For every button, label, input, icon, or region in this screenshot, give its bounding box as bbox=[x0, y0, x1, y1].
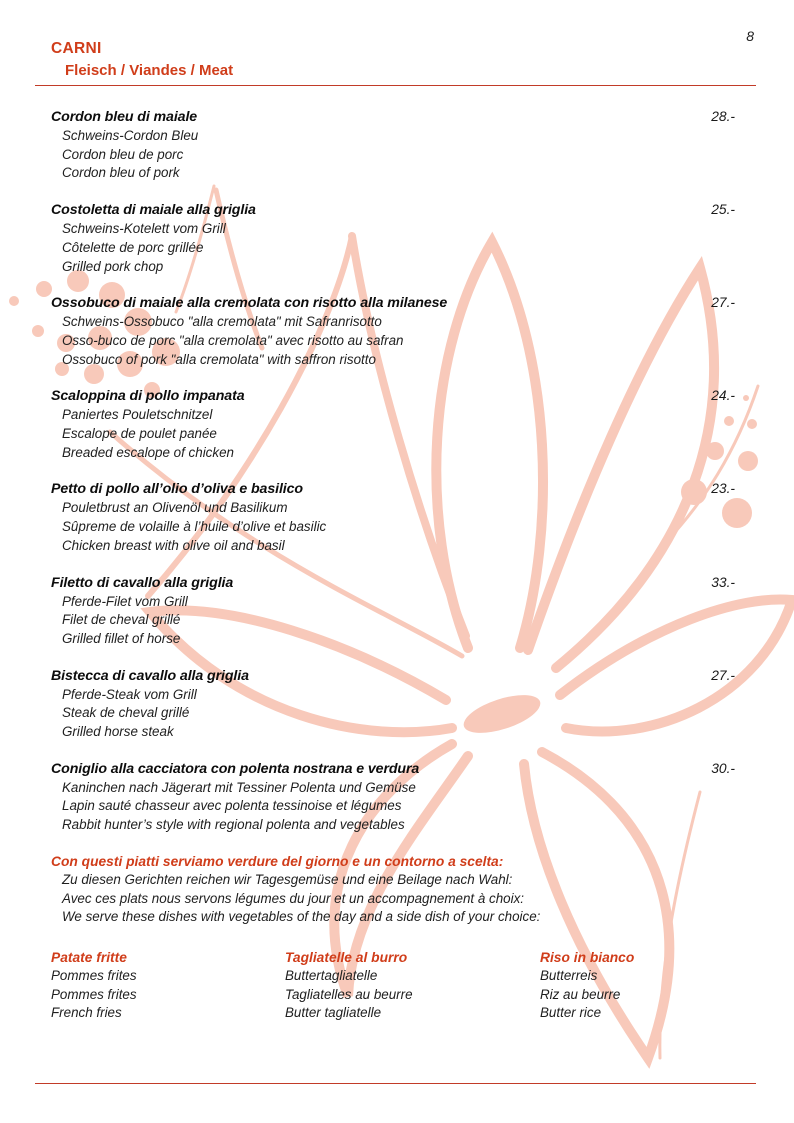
side-dish-title: Patate fritte bbox=[51, 949, 127, 965]
item-head bbox=[51, 107, 735, 127]
item-title: Bistecca di cavallo alla griglia bbox=[51, 667, 249, 684]
side-dish-fr: Riz au beurre bbox=[540, 986, 621, 1002]
item-head bbox=[51, 666, 735, 686]
item-title: Petto di pollo all’olio d’oliva e basilico bbox=[51, 481, 303, 498]
item-translation-en: Cordon bleu of pork bbox=[62, 165, 180, 181]
menu-item bbox=[51, 666, 735, 742]
item-head bbox=[51, 386, 735, 406]
menu-item bbox=[51, 107, 735, 183]
item-translation-en: Grilled pork chop bbox=[62, 258, 164, 274]
item-translation-fr: Escalope de poulet panée bbox=[62, 426, 217, 442]
item-title: Scaloppina di pollo impanata bbox=[51, 388, 245, 405]
item-price: 23.- bbox=[711, 481, 735, 497]
item-translation-de: Schweins-Ossobuco "alla cremolata" mit Safranrisotto bbox=[62, 314, 382, 330]
item-translation-de: Schweins-Cordon Bleu bbox=[62, 128, 199, 143]
item-price: 30.- bbox=[711, 760, 735, 776]
sides-note bbox=[51, 852, 735, 927]
item-head bbox=[51, 200, 735, 220]
menu-item bbox=[51, 759, 735, 835]
footer-rule bbox=[35, 1083, 756, 1084]
sides-note-title: Con questi piatti serviamo verdure del giorno e un contorno a scelta: bbox=[51, 853, 504, 869]
side-dish-de: Buttertagliatelle bbox=[285, 967, 378, 983]
item-head bbox=[51, 479, 735, 499]
item-price: 33.- bbox=[711, 574, 735, 590]
side-dish-en: Butter tagliatelle bbox=[285, 1005, 382, 1021]
menu-item bbox=[51, 573, 735, 649]
item-translation-en: Grilled fillet of horse bbox=[62, 630, 181, 646]
item-translation-fr: Filet de cheval grillé bbox=[62, 612, 181, 628]
side-dish-title: Riso in bianco bbox=[540, 949, 635, 965]
item-translation-de: Pferde-Filet vom Grill bbox=[62, 593, 188, 609]
item-title: Costoletta di maiale alla griglia bbox=[51, 202, 256, 219]
item-translation-de: Schweins-Kotelett vom Grill bbox=[62, 221, 226, 237]
item-price: 25.- bbox=[711, 202, 735, 218]
item-head bbox=[51, 759, 735, 779]
item-translation-de: Kaninchen nach Jägerart mit Tessiner Polenta und Gemüse bbox=[62, 779, 416, 795]
item-title: Cordon bleu di maiale bbox=[51, 109, 198, 125]
side-dishes bbox=[51, 948, 735, 1023]
menu-item bbox=[51, 200, 735, 276]
item-translation-fr: Osso-buco de porc "alla cremolata" avec risotto au safran bbox=[62, 332, 404, 348]
side-dish-fr: Pommes frites bbox=[51, 986, 137, 1002]
item-price: 27.- bbox=[711, 667, 735, 683]
item-head bbox=[51, 573, 735, 593]
item-translation-en: Rabbit hunter’s style with regional polenta and vegetables bbox=[62, 817, 405, 833]
item-translation-en: Breaded escalope of chicken bbox=[62, 444, 234, 460]
item-title: Filetto di cavallo alla griglia bbox=[51, 574, 234, 591]
side-dish-de: Pommes frites bbox=[51, 967, 137, 983]
item-translation-fr: Steak de cheval grillé bbox=[62, 705, 190, 721]
menu-item bbox=[51, 479, 735, 555]
side-dish-title: Tagliatelle al burro bbox=[285, 949, 408, 965]
item-translation-en: Grilled horse steak bbox=[62, 724, 174, 740]
item-translation-de: Pouletbrust an Olivenöl und Basilikum bbox=[62, 500, 288, 516]
item-translation-de: Pferde-Steak vom Grill bbox=[62, 686, 197, 702]
side-dish-column bbox=[540, 948, 735, 1023]
sides-note-en: We serve these dishes with vegetables of the day and a side dish of your choice: bbox=[62, 909, 541, 925]
item-price: 27.- bbox=[711, 295, 735, 311]
side-dish-en: Butter rice bbox=[540, 1005, 602, 1021]
item-title: Ossobuco di maiale alla cremolata con risotto alla milanese bbox=[51, 295, 448, 312]
side-dish-column bbox=[51, 948, 285, 1023]
item-title: Coniglio alla cacciatora con polenta nostrana e verdura bbox=[51, 760, 420, 777]
side-dish-fr: Tagliatelles au beurre bbox=[285, 986, 413, 1002]
item-price: 28.- bbox=[711, 109, 735, 124]
menu-item bbox=[51, 293, 735, 369]
item-translation-fr: Sûpreme de volaille à l’huile d’olive et basilic bbox=[62, 519, 327, 535]
item-translation-fr: Côtelette de porc grillée bbox=[62, 239, 204, 255]
item-translation-en: Chicken breast with olive oil and basil bbox=[62, 537, 285, 553]
sides-note-de: Zu diesen Gerichten reichen wir Tagesgemüse und eine Beilage nach Wahl: bbox=[62, 871, 513, 887]
side-dish-column bbox=[285, 948, 540, 1023]
section-title: CARNI bbox=[51, 40, 102, 57]
side-dish-en: French fries bbox=[51, 1005, 122, 1021]
item-translation-de: Paniertes Pouletschnitzel bbox=[62, 407, 213, 423]
item-head bbox=[51, 293, 735, 313]
sides-note-fr: Avec ces plats nous servons légumes du jour et un accompagnement à choix: bbox=[62, 890, 524, 906]
menu-items bbox=[51, 107, 735, 835]
page-number: 8 bbox=[746, 28, 754, 44]
item-translation-fr: Lapin sauté chasseur avec polenta tessinoise et légumes bbox=[62, 798, 402, 814]
item-translation-fr: Cordon bleu de porc bbox=[62, 146, 184, 162]
item-translation-en: Ossobuco of pork "alla cremolata" with saffron risotto bbox=[62, 351, 376, 367]
menu-item bbox=[51, 386, 735, 462]
item-price: 24.- bbox=[711, 388, 735, 404]
section-subtitle: Fleisch / Viandes / Meat bbox=[65, 62, 234, 79]
side-dish-de: Butterreis bbox=[540, 967, 598, 983]
